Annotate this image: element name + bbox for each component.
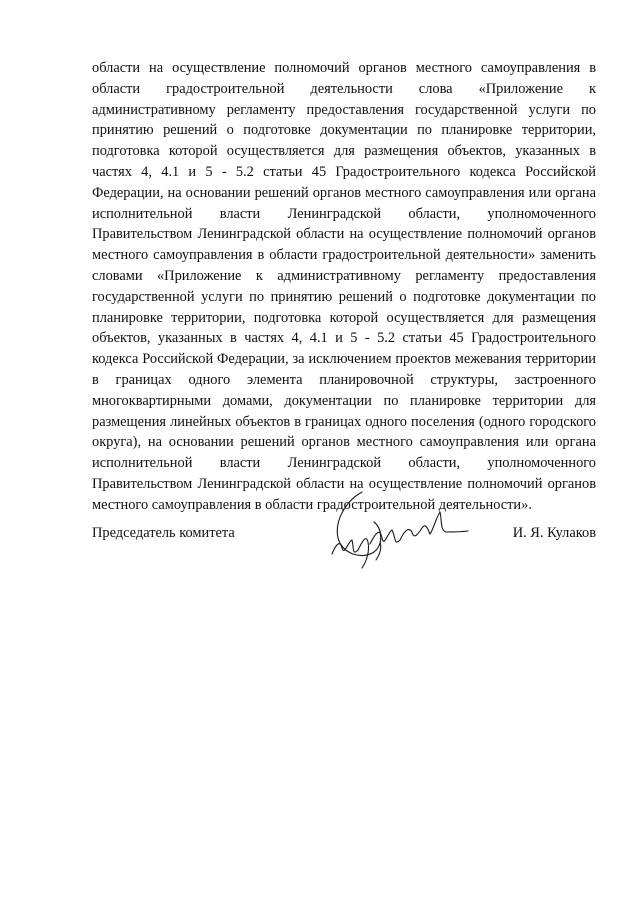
handwritten-signature [322,482,472,572]
signer-name: И. Я. Кулаков [512,525,596,541]
signer-position: Председатель комитета [92,525,235,541]
document-body-paragraph: области на осуществление полномочий органов местного самоуправления в области градостроительной деятельности слова «Приложение к административному регламенту предоставления государственной услуги по принятию решений о подготовке документации по планировке территории, подготовка которой осуществляется для размещения объектов, указанных в частях 4, 4.1 и 5 - 5.2 статьи 45 Градостроительного кодекса Российской Федерации, на основании решений органов местного самоуправления или органа исполнительной власти Ленинградской области, уполномоченного Правительством Ленинградской области на осуществление полномочий органов местного самоуправления в области градостроительной деятельности» заменить словами «Приложение к административному регламенту предоставления государственной услуги по принятию решений о подготовке документации по планировке территории, подготовка которой осуществляется для размещения объектов, указанных в частях 4, 4.1 и 5 - 5.2 статьи 45 Градостроительного кодекса Российской Федерации, за исключением проектов межевания территории в границах одного элемента планировочной структуры, застроенного многоквартирными домами, документации по планировке территории для размещения линейных объектов в границах одного поселения (одного городского округа), на основании решений органов местного самоуправления или органа исполнительной власти Ленинградской области, уполномоченного Правительством Ленинградской области на осуществление полномочий органов местного самоуправления в области градостроительной деятельности». [92,60,596,513]
